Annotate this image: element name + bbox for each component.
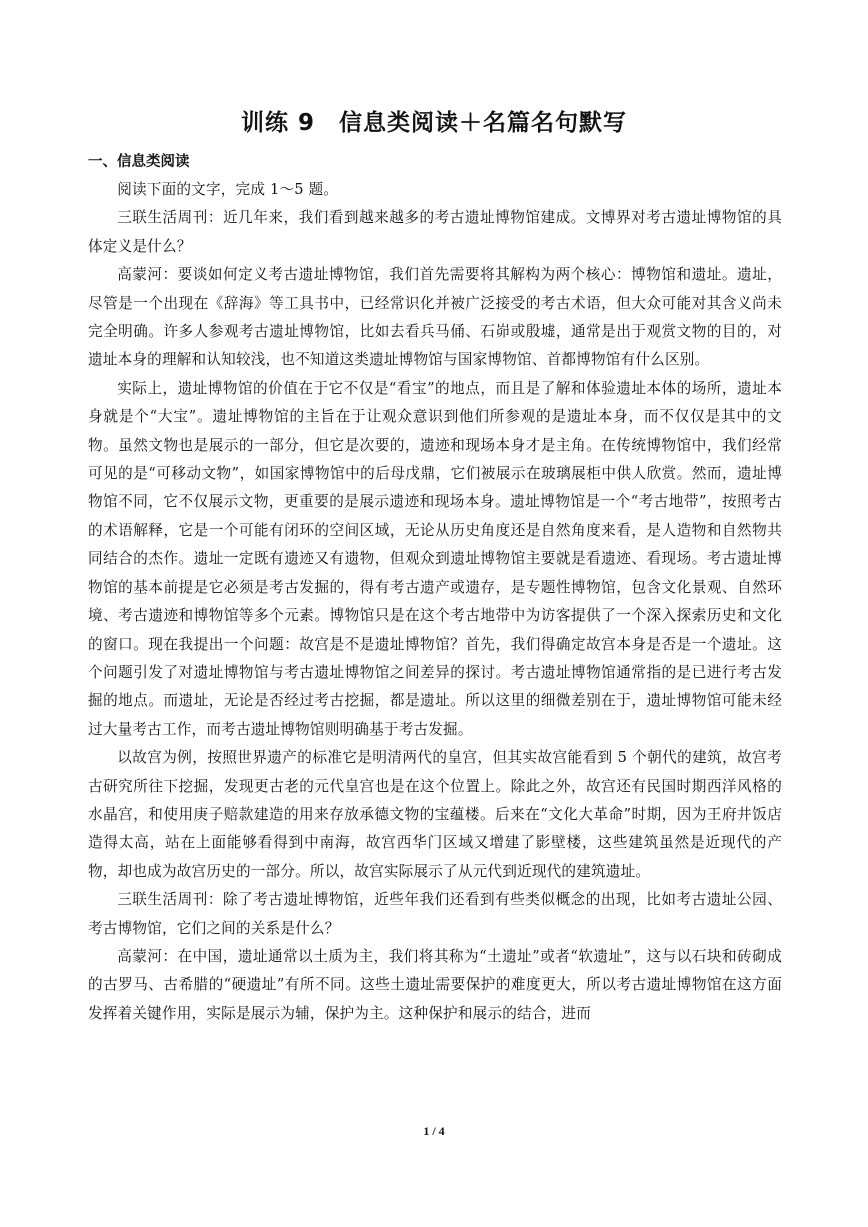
paragraph-answer-1: 高蒙河：要谈如何定义考古遗址博物馆，我们首先需要将其解构为两个核心：博物馆和遗址。遗址，尽管是一个出现在《辞海》等工具书中，已经常识化并被广泛接受的考古术语，但大众可能对其含义尚未完全明确。许多人参观考古遗址博物馆，比如去看兵马俑、石峁或殷墟，通常是出于观赏文物的目的，对遗址本身的理解和认知较浅，也不知道这类遗址博物馆与国家博物馆、首都博物馆有什么区别。 [88,266,782,369]
article-body [88,176,782,1028]
paragraph-question-2: 三联生活周刊：除了考古遗址博物馆，近些年我们还看到有些类似概念的出现，比如考古遗址公园、考古博物馆，它们之间的关系是什么？ [88,891,782,937]
page-title: 训练 9 信息类阅读＋名篇名句默写 [240,110,627,136]
page-number: 1 / 4 [423,1124,445,1138]
paragraph-answer-2: 实际上，遗址博物馆的价值在于它不仅是“看宝”的地点，而且是了解和体验遗址本体的场所，遗址本身就是个“大宝”。遗址博物馆的主旨在于让观众意识到他们所参观的是遗址本身，而不仅仅是其中的文物。虽然文物也是展示的一部分，但它是次要的，遗迹和现场本身才是主角。在传统博物馆中，我们经常可见的是“可移动文物”，如国家博物馆中的后母戊鼎，它们被展示在玻璃展柜中供人欣赏。然而，遗址博物馆不同，它不仅展示文物，更重要的是展示遗迹和现场本身。遗址博物馆是一个“考古地带”，按照考古的术语解释，它是一个可能有闭环的空间区域，无论从历史角度还是自然角度来看，是人造物和自然物共同结合的杰作。遗址一定既有遗迹又有遗物，但观众到遗址博物馆主要就是看遗迹、看现场。考古遗址博物馆的基本前提是它必须是考古发掘的，得有考古遗产或遗存，是专题性博物馆，包含文化景观、自然环境、考古遗迹和博物馆等多个元素。博物馆只是在这个考古地带中为访客提供了一个深入探索历史和文化的窗口。现在我提出一个问题：故宫是不是遗址博物馆？首先，我们得确定故宫本身是否是一个遗址。这个问题引发了对遗址博物馆与考古遗址博物馆之间差异的探讨。考古遗址博物馆通常指的是已进行考古发掘的地点。而遗址，无论是否经过考古挖掘，都是遗址。所以这里的细微差别在于，遗址博物馆可能未经过大量考古工作，而考古遗址博物馆则明确基于考古发掘。 [88,379,782,738]
paragraph-answer-3: 以故宫为例，按照世界遗产的标准它是明清两代的皇宫，但其实故宫能看到 5 个朝代的建筑，故宫考古研究所往下挖掘，发现更古老的元代皇宫也是在这个位置上。除此之外，故宫还有民国时期西洋风格的水晶宫，和使用庚子赔款建造的用来存放承德文物的宝蕴楼。后来在“文化大革命”时期，因为王府井饭店造得太高，站在上面能够看得到中南海，故宫西华门区域又增建了影壁楼，这些建筑虽然是近现代的产物，却也成为故宫历史的一部分。所以，故宫实际展示了从元代到近现代的建筑遗址。 [88,749,782,880]
section-heading: 一、信息类阅读 [88,154,190,170]
paragraph-answer-4: 高蒙河：在中国，遗址通常以土质为主，我们将其称为“土遗址”或者“软遗址”，这与以石块和砖砌成的古罗马、古希腊的“硬遗址”有所不同。这些土遗址需要保护的难度更大，所以考古遗址博物馆在这方面发挥着关键作用，实际是展示为辅，保护为主。这种保护和展示的结合，进而 [88,947,782,1022]
paragraph-instruction: 阅读下面的文字，完成 1～5 题。 [117,181,339,198]
paragraph-question-1: 三联生活周刊：近几年来，我们看到越来越多的考古遗址博物馆建成。文博界对考古遗址博物馆的具体定义是什么？ [88,209,782,255]
